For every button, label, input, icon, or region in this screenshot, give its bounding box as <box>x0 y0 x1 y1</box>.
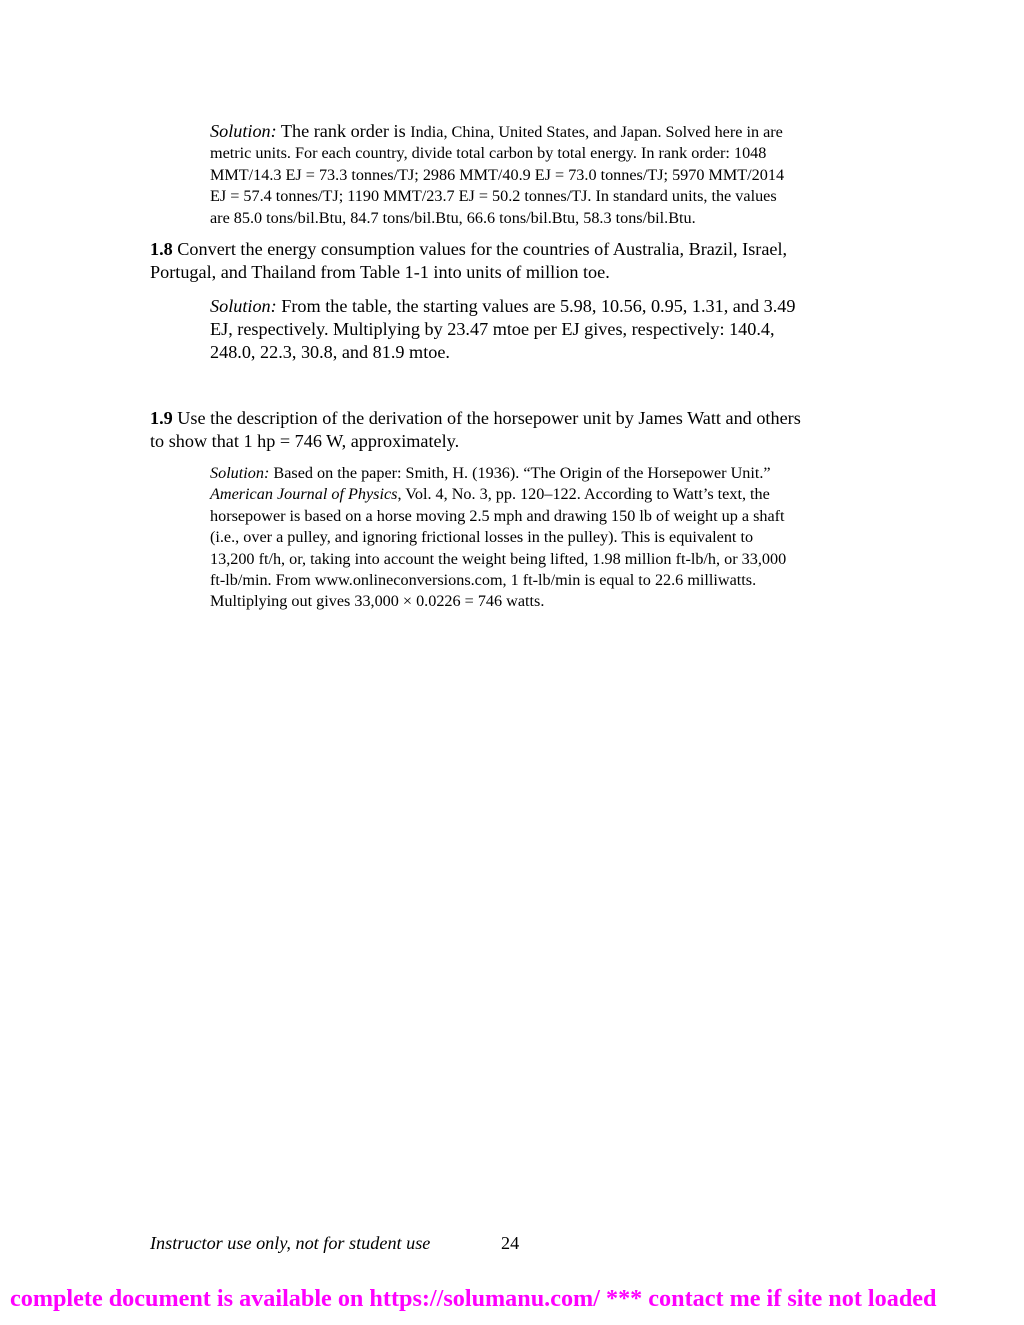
solution-1-9-line-1 <box>210 463 890 484</box>
solution-1-7-line-1 <box>210 121 890 143</box>
problem-1-9 <box>150 407 890 453</box>
solution-1-7-rank: India, China, United States, and Japan. Solved here in are <box>410 123 783 141</box>
solution-1-8 <box>210 295 890 364</box>
solution-1-9 <box>210 463 890 613</box>
solution-label: Solution: <box>210 464 270 482</box>
problem-1-9-line-1 <box>150 407 890 430</box>
solution-1-7-line-3: MMT/14.3 EJ = 73.3 tonnes/TJ; 2986 MMT/40.9 EJ = 73.0 tonnes/TJ; 5970 MMT/2014 <box>210 165 785 184</box>
solution-1-8-line-1 <box>210 295 890 318</box>
solution-1-7 <box>210 121 890 229</box>
solution-1-7-line-5: are 85.0 tons/bil.Btu, 84.7 tons/bil.Btu, 66.6 tons/bil.Btu, 58.3 tons/bil.Btu. <box>210 208 696 227</box>
solution-1-8-line-2: EJ, respectively. Multiplying by 23.47 mtoe per EJ gives, respectively: 140.4, <box>210 319 775 339</box>
problem-1-8-text-1: Convert the energy consumption values for the countries of Australia, Brazil, Israel, <box>172 239 788 259</box>
solution-1-9-line-4: (i.e., over a pulley, and ignoring frictional losses in the pulley). This is equivalent to <box>210 528 754 547</box>
solution-1-7-line-2: metric units. For each country, divide total carbon by total energy. In rank order: 1048 <box>210 144 767 163</box>
solution-1-9-line-6: ft-lb/min. From www.onlineconversions.com, 1 ft-lb/min is equal to 22.6 milliwatts. <box>210 571 757 590</box>
footer-note: Instructor use only, not for student use <box>150 1233 431 1253</box>
problem-number: 1.8 <box>150 239 173 259</box>
problem-1-8 <box>150 238 890 284</box>
journal-title: American Journal of Physics <box>210 485 398 504</box>
problem-1-9-line-2: to show that 1 hp = 746 W, approximately. <box>150 431 460 451</box>
solution-1-9-line-7: Multiplying out gives 33,000 × 0.0226 = 746 watts. <box>210 592 545 611</box>
problem-number: 1.9 <box>150 408 173 428</box>
solution-label: Solution: <box>210 121 277 141</box>
solution-1-9-text-1: Based on the paper: Smith, H. (1936). “The Origin of the Horsepower Unit.” <box>269 464 771 482</box>
solution-1-9-line-2 <box>210 484 890 505</box>
solution-1-9-line-3: horsepower is based on a horse moving 2.5 mph and drawing 150 lb of weight up a shaft <box>210 506 785 525</box>
solution-1-9-text-2: , Vol. 4, No. 3, pp. 120–122. According to Watt’s text, the <box>397 485 770 504</box>
solution-label: Solution: <box>210 296 277 316</box>
page-number: 24 <box>501 1233 520 1253</box>
solution-1-7-line-4: EJ = 57.4 tonnes/TJ; 1190 MMT/23.7 EJ = 50.2 tonnes/TJ. In standard units, the values <box>210 187 777 206</box>
solution-1-8-text-1: From the table, the starting values are 5.98, 10.56, 0.95, 1.31, and 3.49 <box>276 296 796 316</box>
solution-1-9-line-5: 13,200 ft/h, or, taking into account the weight being lifted, 1.98 million ft-lb/h, or 33,000 <box>210 549 787 568</box>
problem-1-8-line-1 <box>150 238 890 261</box>
problem-1-9-text-1: Use the description of the derivation of the horsepower unit by James Watt and others <box>172 408 801 428</box>
problem-1-8-line-2: Portugal, and Thailand from Table 1-1 into units of million toe. <box>150 262 610 282</box>
solution-1-7-intro: The rank order is <box>276 121 411 141</box>
download-banner: complete document is available on https://solumanu.com/ *** contact me if site not loaded <box>10 1285 937 1312</box>
solution-1-8-line-3: 248.0, 22.3, 30.8, and 81.9 mtoe. <box>210 342 450 362</box>
